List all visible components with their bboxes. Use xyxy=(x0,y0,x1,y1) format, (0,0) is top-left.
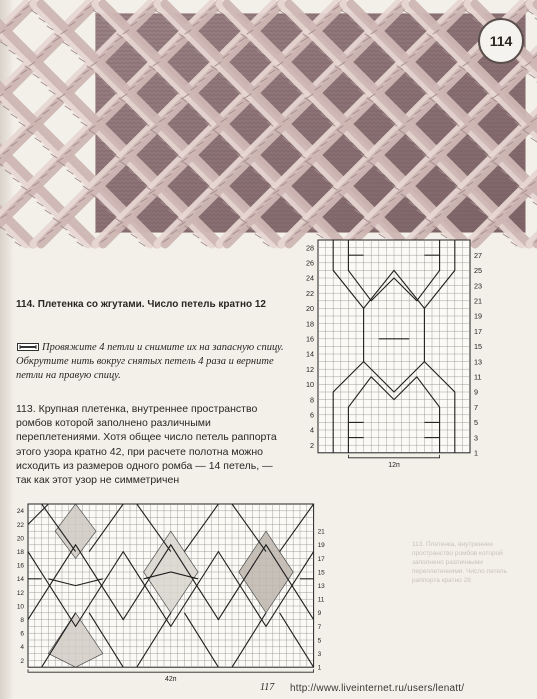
chart2-row-label-left: 22 xyxy=(16,521,24,529)
chart1-row-label-left: 2 xyxy=(309,440,314,450)
chart1-row-label-right: 11 xyxy=(474,372,482,382)
chart2-row-label-left: 2 xyxy=(20,657,24,665)
knitted-sample-photo xyxy=(96,14,525,232)
chart2-row-label-left: 8 xyxy=(20,616,24,624)
chart2-repeat-bracket xyxy=(28,669,314,672)
chart1-row-label-right: 25 xyxy=(474,266,483,276)
chart1-row-label-right: 15 xyxy=(474,342,483,352)
source-url-watermark: http://www.liveinternet.ru/users/lenatt/ xyxy=(290,683,465,694)
chart2-row-label-left: 18 xyxy=(16,548,24,556)
chart1-row-label-left: 10 xyxy=(305,380,314,390)
chart2-row-label-left: 16 xyxy=(16,562,24,570)
chart2-row-label-right: 21 xyxy=(317,528,325,536)
chart1-row-label-left: 14 xyxy=(305,349,314,359)
chart1-row-label-right: 5 xyxy=(474,418,479,428)
chart1-row-label-right: 23 xyxy=(474,281,483,291)
chart1-repeat-label: 12п xyxy=(388,461,400,469)
chart1-row-label-left: 24 xyxy=(305,273,314,283)
chart2-row-label-right: 11 xyxy=(317,596,325,604)
chart1-row-label-right: 3 xyxy=(474,433,479,443)
chart2-row-label-left: 24 xyxy=(16,508,24,516)
chart1-row-label-right: 27 xyxy=(474,250,483,260)
chart2-row-label-right: 17 xyxy=(317,555,325,563)
page-number: 117 xyxy=(260,682,275,693)
chart1-row-label-left: 26 xyxy=(305,258,314,268)
pattern-114-chart xyxy=(296,230,532,471)
chart2-repeat-label: 42п xyxy=(165,676,177,684)
bleed-through-text: 113. Плетенка, внутреннее пространство ромбов которой заполнено различными переплетениями. Число петель раппорта кратно 28 xyxy=(412,541,507,584)
chart2-row-label-left: 12 xyxy=(16,589,24,597)
chart1-row-label-right: 9 xyxy=(474,387,479,397)
chart2-row-label-left: 14 xyxy=(16,576,24,584)
chart2-row-label-right: 1 xyxy=(317,664,322,672)
chart1-row-label-right: 13 xyxy=(474,357,483,367)
chart1-row-label-left: 8 xyxy=(309,395,314,405)
pattern-114-title: 114. Плетенка со жгутами. Число петель кратно 12 xyxy=(16,299,266,310)
chart2-row-label-right: 3 xyxy=(317,650,322,658)
chart1-row-label-left: 12 xyxy=(305,364,314,374)
chart1-row-label-left: 28 xyxy=(305,243,314,253)
chart1-row-label-left: 16 xyxy=(305,334,314,344)
chart2-row-label-right: 13 xyxy=(317,582,325,590)
chart2-row-label-right: 9 xyxy=(317,610,322,618)
chart2-row-label-right: 5 xyxy=(317,637,322,645)
chart1-row-label-left: 18 xyxy=(305,319,314,329)
chart2-row-label-left: 4 xyxy=(20,644,24,652)
pattern-number-badge: 114 xyxy=(478,18,524,64)
chart2-row-label-left: 10 xyxy=(16,603,24,611)
chart1-row-label-right: 1 xyxy=(474,448,479,458)
chart1-row-label-right: 7 xyxy=(474,402,479,412)
pattern-113-description: 113. Крупная плетенка, внутреннее пространство ромбов которой заполнено различными переплетениями. Хотя общее число петель раппорта этого узора кратно 42, при расчете полотна можно исходить из размеров одного ромба — 14 петель, — так как этот узор не симметричен xyxy=(16,403,277,487)
cable-legend-instruction: Провяжите 4 петли и снимите их на запасную спицу. Обкрутите нить вокруг снятых петель 4 раза и верните петли на правую спицу. xyxy=(16,342,284,381)
chart1-grid-lines xyxy=(318,240,470,453)
pattern-113-chart xyxy=(8,496,380,684)
chart1-row-label-left: 6 xyxy=(309,410,314,420)
chart2-row-label-right: 7 xyxy=(317,623,322,631)
chart1-row-label-left: 4 xyxy=(309,425,314,435)
chart1-row-label-right: 17 xyxy=(474,326,483,336)
chart1-row-label-right: 21 xyxy=(474,296,483,306)
chart1-repeat-bracket xyxy=(348,455,439,458)
chart2-row-label-right: 19 xyxy=(317,542,325,550)
chart1-row-label-left: 20 xyxy=(305,304,314,314)
chart2-row-label-left: 6 xyxy=(20,630,24,638)
chart2-row-label-left: 20 xyxy=(16,535,24,543)
chart1-row-label-right: 19 xyxy=(474,311,483,321)
chart1-row-label-left: 22 xyxy=(305,288,314,298)
chart2-row-label-right: 15 xyxy=(317,569,325,577)
